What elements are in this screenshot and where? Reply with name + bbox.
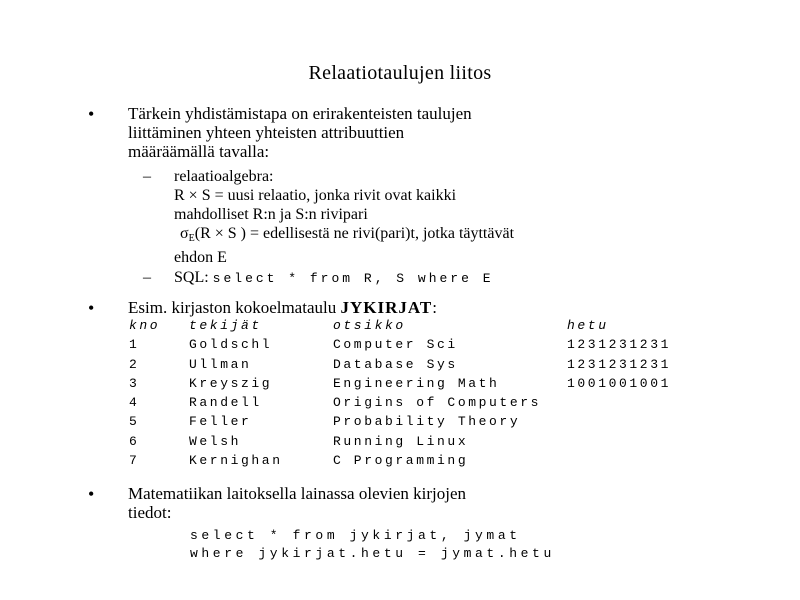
bullet-1-line-2: liittäminen yhteen yhteisten attribuuttien [128, 123, 405, 142]
table-cell: Origins of Computers [333, 395, 542, 411]
bullet-1-line-3: määräämällä tavalla: [128, 142, 270, 161]
sigma-symbol: σ [180, 225, 189, 242]
table-cell: Goldschl [189, 337, 273, 353]
table-cell: 6 [129, 433, 140, 449]
bullet-icon: • [88, 298, 95, 318]
sub-1-label: relaatioalgebra: [174, 168, 274, 185]
bullet-icon: • [88, 484, 95, 504]
sigma-subscript: E [188, 233, 195, 244]
sql-query-line-2: where jykirjat.hetu = jymat.hetu [190, 546, 555, 561]
table-cell: Kreyszig [189, 375, 273, 391]
sub-1-line-4: ehdon E [174, 249, 227, 266]
table-name-colon: : [432, 298, 437, 317]
bullet-3-line-1: Matematiikan laitoksella lainassa olevien kirjojen [128, 484, 467, 503]
sub-1-line-3-text: (R × S ) = edellisestä ne rivi(pari)t, jotka täyttävät [194, 225, 515, 242]
sql-code: select * from R, S where E [212, 271, 494, 286]
table-cell: Randell [189, 395, 262, 411]
column-header: hetu [567, 318, 609, 333]
slide-title: Relaatiotaulujen liitos [308, 62, 492, 84]
sub-sql [174, 268, 774, 288]
table-cell: 2 [129, 356, 140, 372]
table-cell: Computer Sci [333, 337, 458, 353]
table-cell: Probability Theory [333, 414, 521, 430]
bullet-2-text [128, 298, 778, 317]
table-cell: C Programming [333, 453, 469, 469]
table-cell: Welsh [189, 433, 242, 449]
sub-1-line-3 [174, 224, 774, 248]
column-header: otsikko [333, 318, 406, 333]
table-cell: Running Linux [333, 433, 469, 449]
table-cell: Ullman [189, 356, 252, 372]
dash-icon: – [143, 269, 151, 286]
table-cell: 4 [129, 395, 140, 411]
table-cell: 5 [129, 414, 140, 430]
table-cell: 1 [129, 337, 140, 353]
table-cell: Kernighan [189, 453, 283, 469]
sql-query-line-1: select * from jykirjat, jymat [190, 528, 521, 543]
bullet-3-text [128, 484, 778, 522]
table-cell: 7 [129, 453, 140, 469]
bullet-1-text [128, 104, 778, 161]
bullet-icon: • [88, 104, 95, 124]
column-header: kno [129, 318, 161, 333]
sub-1-line-1: R × S = uusi relaatio, jonka rivit ovat kaikki [174, 187, 457, 204]
table-cell: 1231231231 [567, 337, 672, 353]
bullet-2-line: Esim. kirjaston kokoelmataulu [128, 298, 337, 317]
table-cell: Engineering Math [333, 375, 500, 391]
table-cell: Feller [189, 414, 252, 430]
bullet-1-line-1: Tärkein yhdistämistapa on erirakenteisten taulujen [128, 104, 472, 123]
column-header: tekijät [189, 318, 262, 333]
sub-relational-algebra [174, 167, 774, 267]
table-cell: Database Sys [333, 356, 458, 372]
table-name: JYKIRJAT [340, 298, 433, 317]
dash-icon: – [143, 168, 151, 185]
table-cell: 3 [129, 375, 140, 391]
table-cell: 1001001001 [567, 375, 672, 391]
sql-label: SQL: [174, 269, 209, 286]
sub-1-line-2: mahdolliset R:n ja S:n rivipari [174, 206, 368, 223]
bullet-3-line-2: tiedot: [128, 503, 172, 522]
table-cell: 1231231231 [567, 356, 672, 372]
